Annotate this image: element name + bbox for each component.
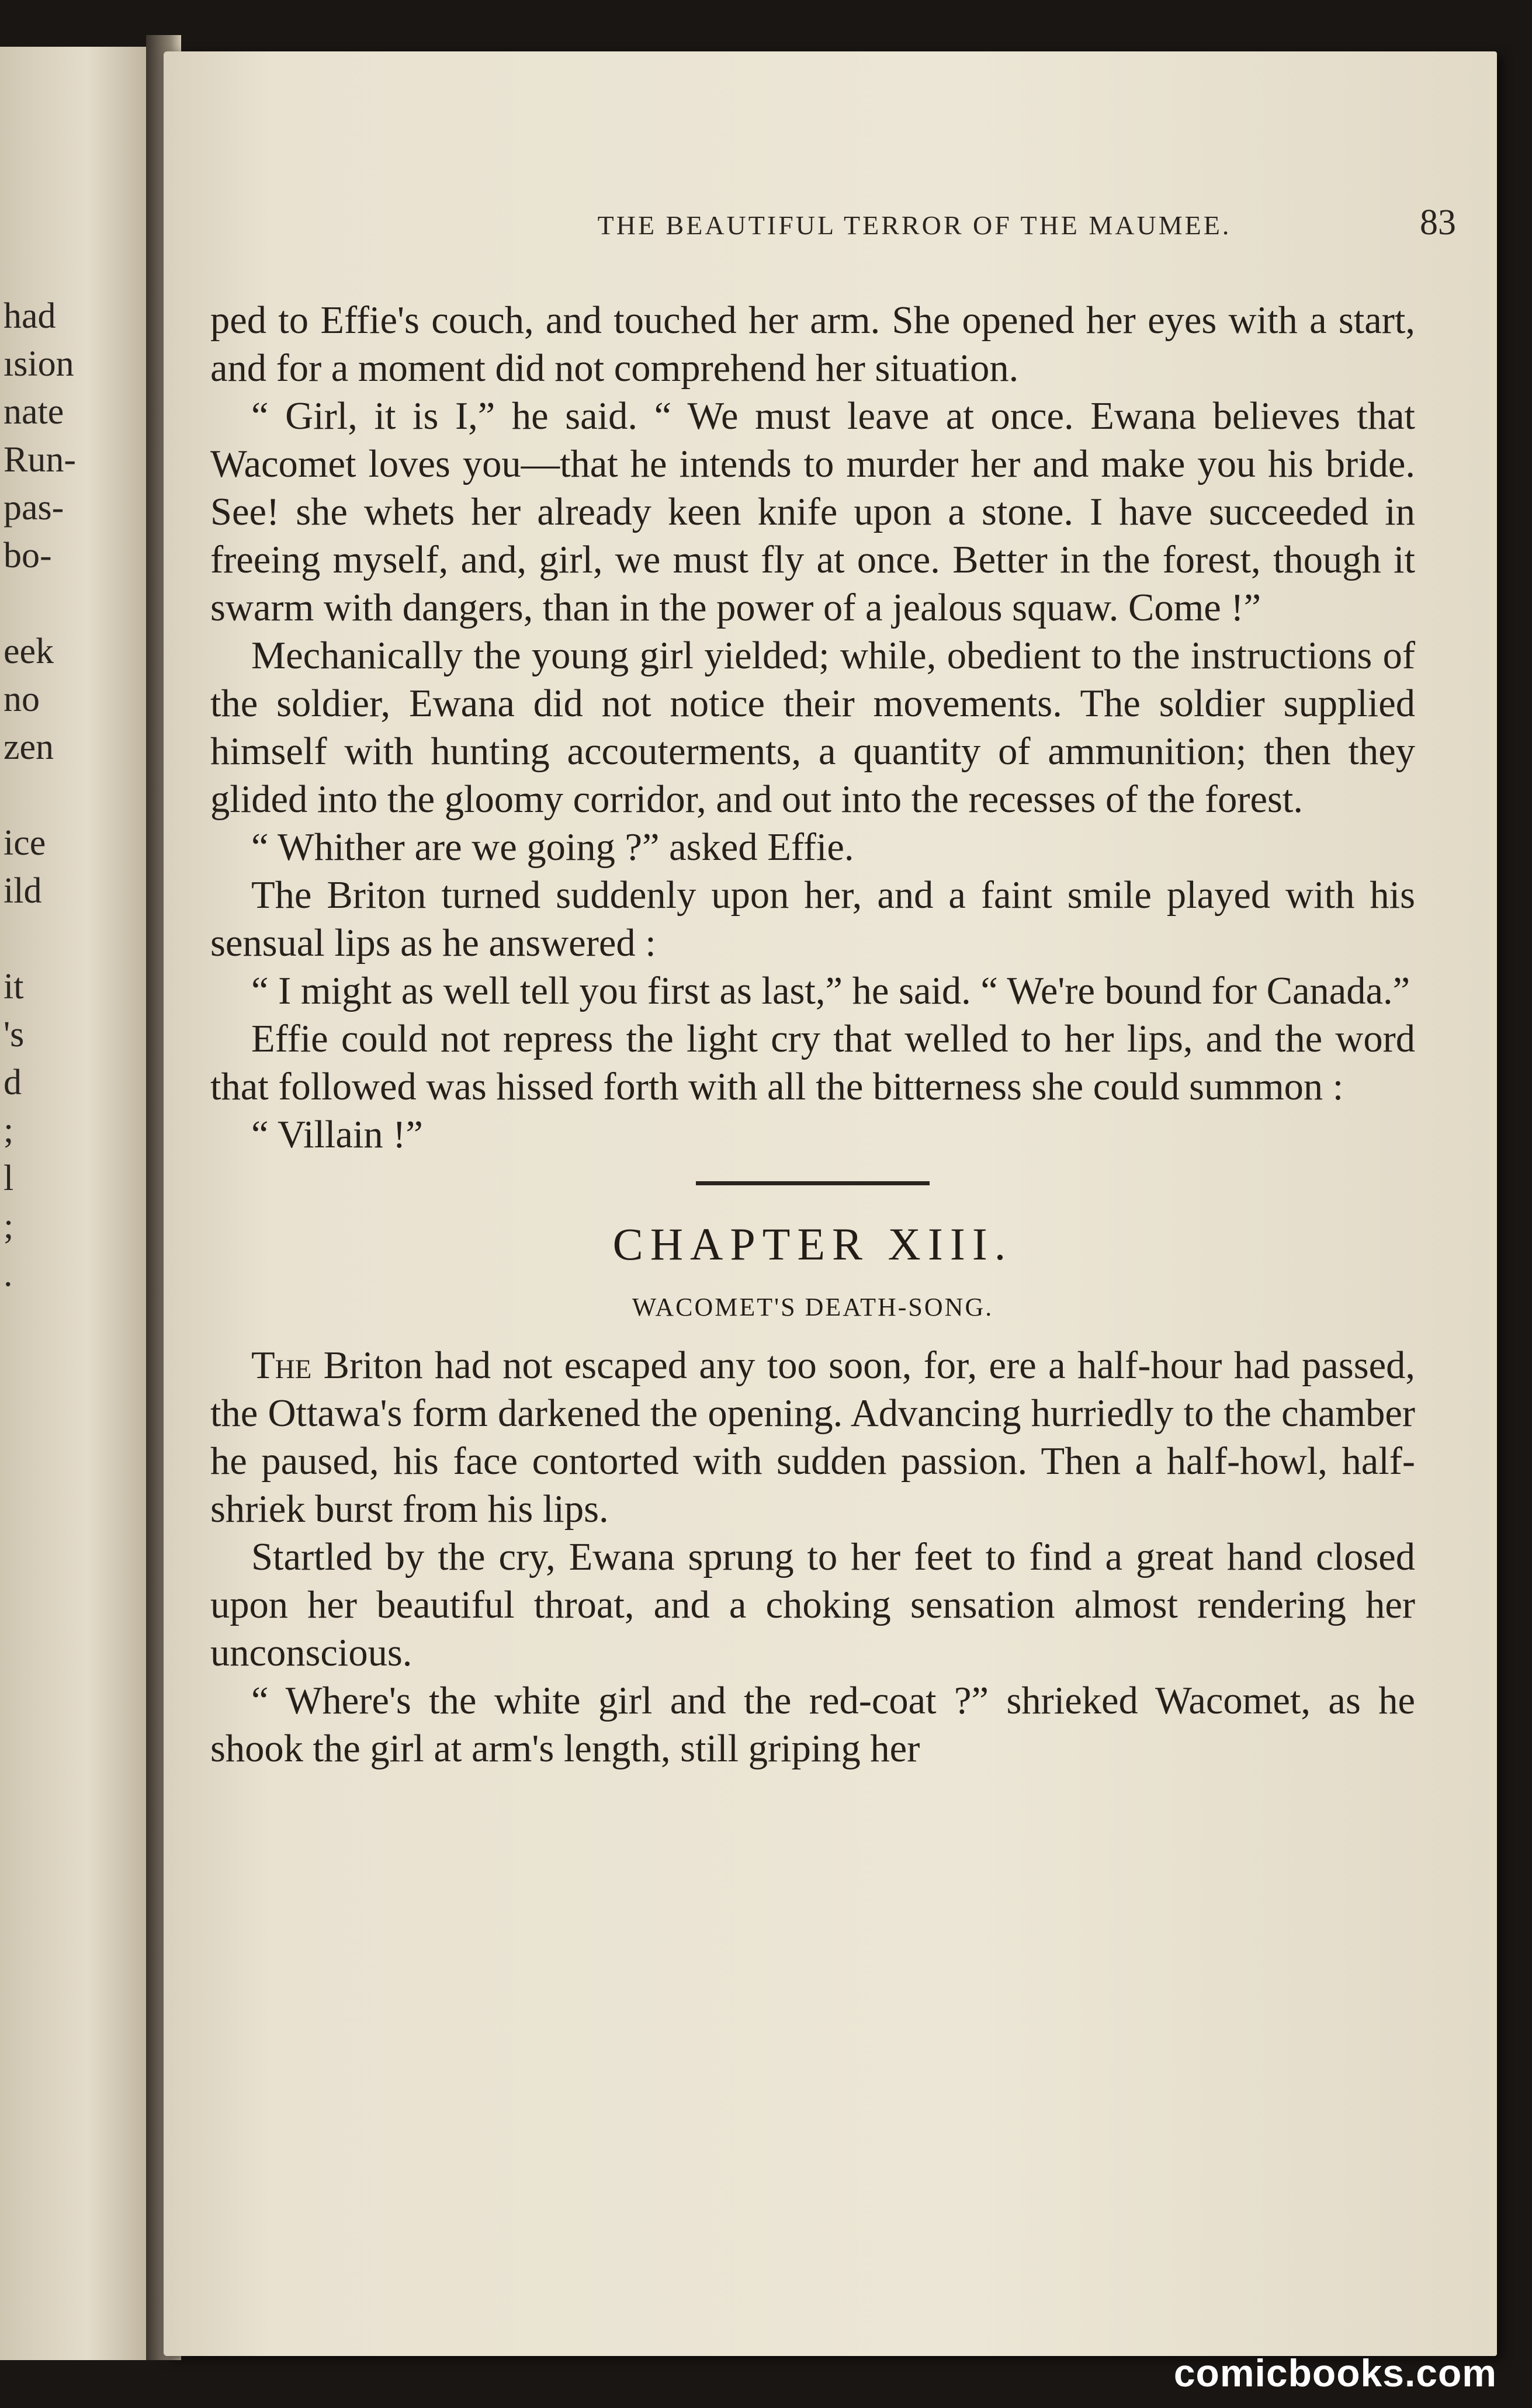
book-page — [164, 51, 1497, 2356]
chapter-heading: CHAPTER XIII. — [612, 1219, 1013, 1269]
drop-word: The — [251, 1344, 312, 1387]
paragraph: Effie could not repress the light cry that welled to her lips, and the word that followed was hissed forth with all the bitterness she could summon : — [210, 1018, 1415, 1108]
body-text — [210, 297, 1415, 1773]
facing-page-fragment: had — [4, 296, 56, 336]
facing-page-fragment: zen — [4, 727, 54, 767]
paragraph: The Briton turned suddenly upon her, and a faint smile played with his sensual lips as he answered : — [210, 874, 1415, 964]
page-number: 83 — [1420, 203, 1456, 242]
chapter-opening-paragraph — [210, 1342, 1415, 1533]
facing-page-fragment: d — [4, 1063, 22, 1102]
facing-page-fragment: ısion — [4, 344, 74, 384]
section-rule — [696, 1181, 930, 1185]
paragraph: “ Where's the white girl and the red-coat ?” shrieked Wacomet, as he shook the girl at arm's length, still griping her — [210, 1680, 1415, 1770]
paragraph: “ I might as well tell you first as last,” he said. “ We're bound for Canada.” — [251, 970, 1410, 1012]
facing-page-fragment: l — [4, 1158, 14, 1198]
paragraph: Mechanically the young girl yielded; while, obedient to the instructions of the soldier, Ewana did not notice their movements. The soldier supplied himself with hunting accouterments, a quantity of ammunition; then they glided into the gloomy corridor, and out into the recesses of the forest. — [210, 634, 1415, 821]
facing-page-fragment: 's — [4, 1015, 25, 1054]
facing-page-fragment: ; — [4, 1111, 14, 1150]
facing-page-fragment: . — [4, 1254, 13, 1294]
facing-page-fragment: nate — [4, 392, 64, 432]
facing-page-fragment: Run- — [4, 440, 76, 480]
facing-page-fragment: no — [4, 679, 40, 719]
facing-page-fragment: ice — [4, 823, 46, 863]
paragraph: “ Girl, it is I,” he said. “ We must leave at once. Ewana believes that Wacomet loves you—that he intends to murder her and make you his bride. See! she whets her already keen knife upon a stone. I have succeeded in freeing myself, and, girl, we must fly at once. Better in the forest, though it swarm with dangers, than in the power of a jealous squaw. Come !” — [210, 395, 1415, 629]
running-head — [374, 202, 1456, 244]
paragraph: “ Villain !” — [251, 1113, 423, 1156]
facing-page-edge — [0, 47, 158, 2360]
paragraph: ped to Effie's couch, and touched her arm. She opened her eyes with a start, and for a moment did not comprehend her situation. — [210, 299, 1415, 390]
chapter-title: WACOMET'S DEATH-SONG. — [632, 1293, 994, 1321]
facing-page-fragment: ild — [4, 871, 42, 911]
facing-page-fragment: bo- — [4, 536, 52, 575]
facing-page-fragment: eek — [4, 632, 54, 671]
paragraph: “ Whither are we going ?” asked Effie. — [251, 826, 854, 869]
facing-page-fragment: it — [4, 967, 24, 1007]
facing-page-fragment: ; — [4, 1206, 14, 1246]
chapter-paragraph-text: Briton had not escaped any too soon, for, ere a half-hour had passed, the Ottawa's form darkened the opening. Advancing hurriedly to the chamber he paused, his face contorted with sudden passion. Then a half-howl, half-shriek burst from his lips. — [210, 1344, 1415, 1531]
running-title: THE BEAUTIFUL TERROR OF THE MAUMEE. — [597, 210, 1232, 240]
paragraph: Startled by the cry, Ewana sprung to her feet to find a great hand closed upon her beautiful throat, and a choking sensation almost rendering her unconscious. — [210, 1536, 1415, 1674]
facing-page-fragment: pas- — [4, 488, 64, 528]
watermark: comicbooks.com — [1173, 2351, 1497, 2395]
